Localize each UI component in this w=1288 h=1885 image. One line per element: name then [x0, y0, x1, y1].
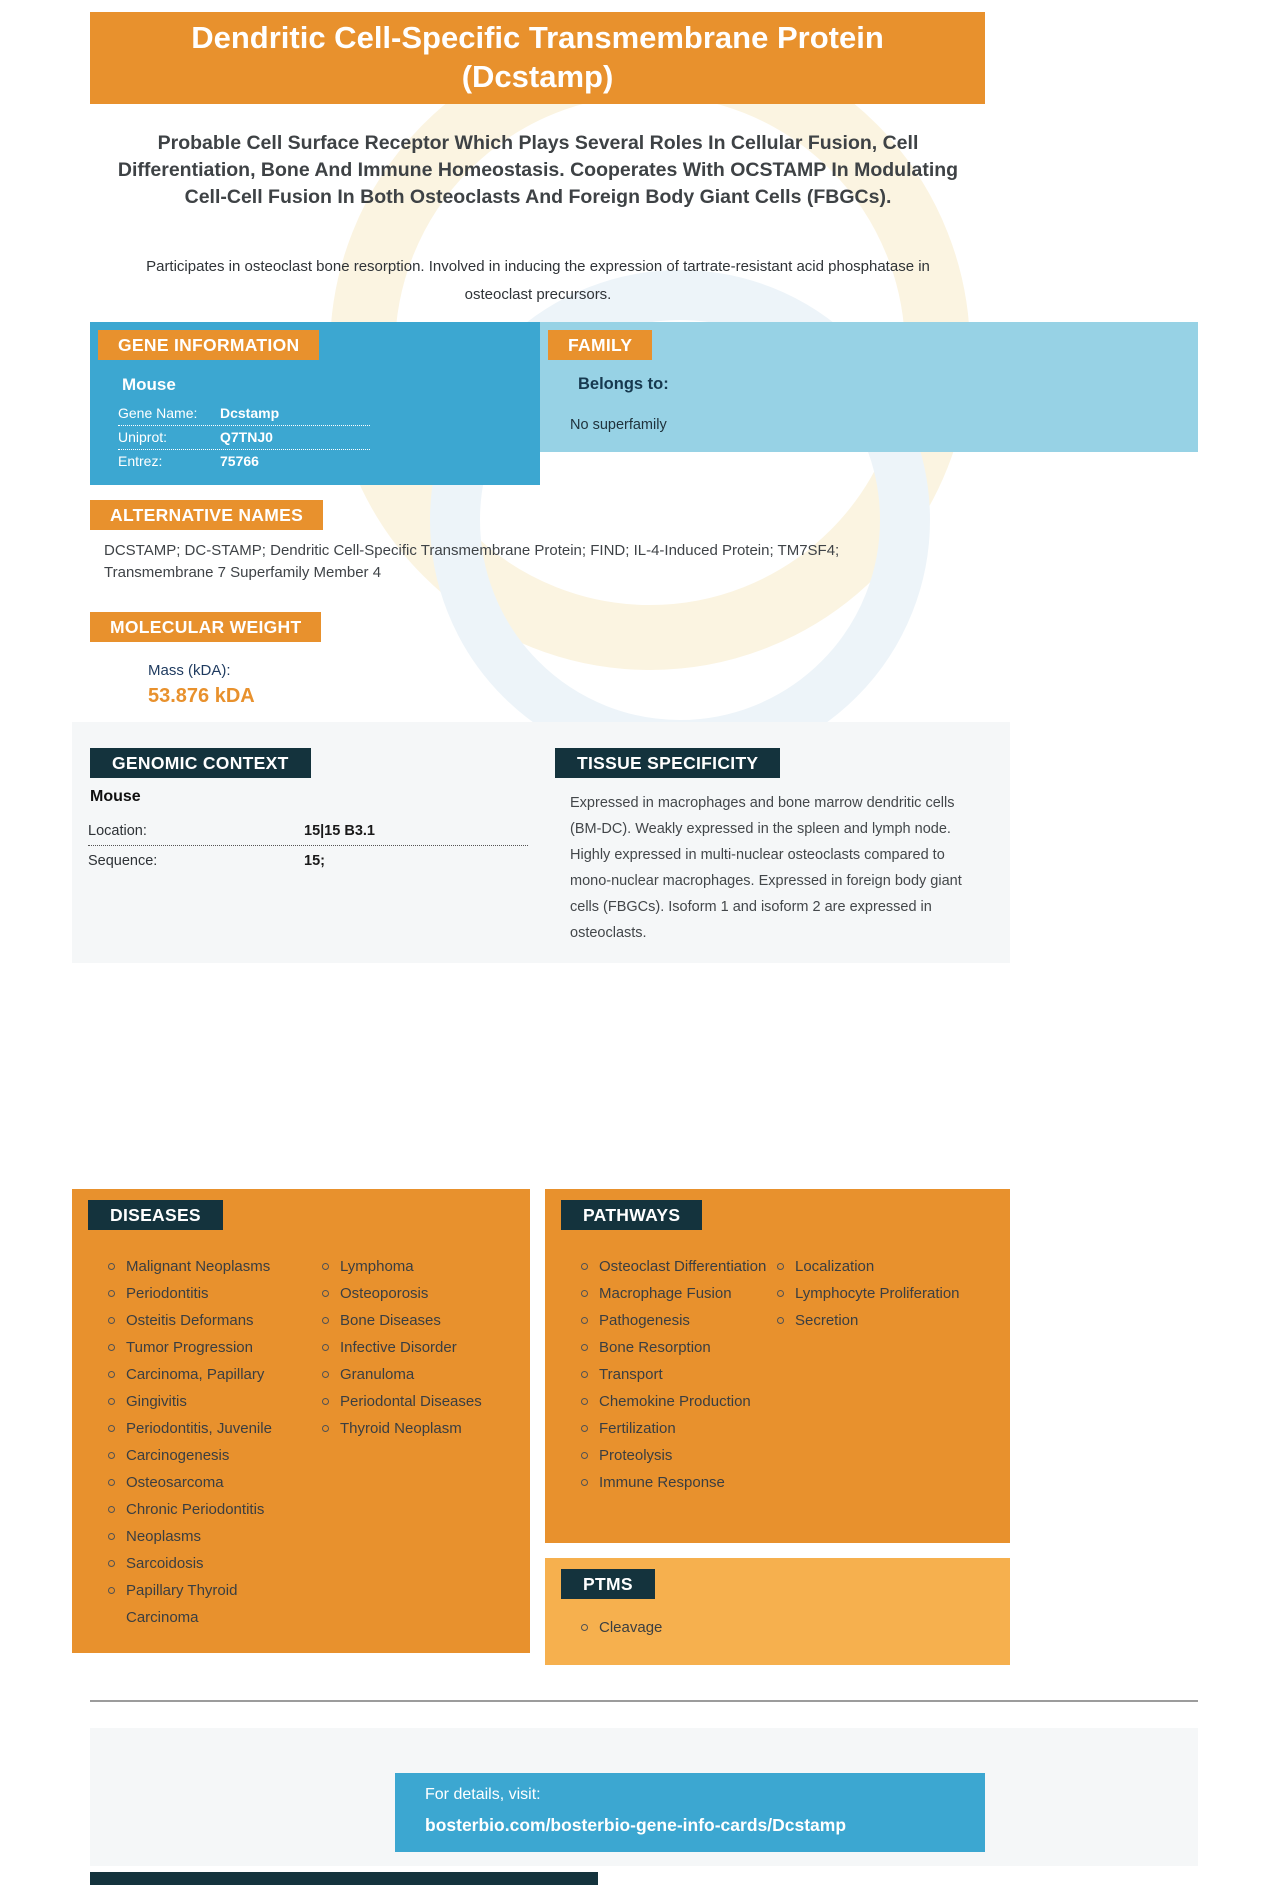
ptms-heading: PTMS	[561, 1569, 655, 1599]
diseases-heading: DISEASES	[88, 1200, 223, 1230]
family-heading: FAMILY	[548, 330, 652, 360]
diseases-column-2	[314, 1253, 514, 1631]
gene-row-value: Dcstamp	[220, 405, 280, 421]
pathways-panel	[545, 1189, 1010, 1543]
disease-item: Granuloma	[314, 1361, 514, 1388]
gene-rows	[118, 402, 370, 473]
tissue-specificity-text: Expressed in macrophages and bone marrow dendritic cells (BM-DC). Weakly expressed in the spleen and lymph node. Highly expressed in multi-nuclear osteoclasts compared to mono-nuclear macrophages. Expressed in foreign body giant cells (FBGCs). Isoform 1 and isoform 2 are expressed in osteoclasts.	[570, 795, 962, 941]
disease-item: Infective Disorder	[314, 1334, 514, 1361]
pathway-item: Osteoclast Differentiation	[573, 1253, 769, 1280]
disease-item: Periodontal Diseases	[314, 1388, 514, 1415]
disease-item: Malignant Neoplasms	[100, 1253, 314, 1280]
disease-item: Lymphoma	[314, 1253, 514, 1280]
pathway-item: Secretion	[769, 1307, 969, 1334]
gene-information-panel	[90, 322, 540, 485]
genomic-row-label: Location:	[88, 823, 147, 839]
genomic-row-label: Sequence:	[88, 853, 158, 869]
gene-row	[118, 450, 370, 473]
genomic-row	[88, 816, 528, 846]
ptms-items	[573, 1614, 662, 1641]
disease-item: Bone Diseases	[314, 1307, 514, 1334]
footer-divider	[90, 1700, 1198, 1702]
disease-item: Papillary Thyroid Carcinoma	[100, 1577, 314, 1631]
visit-label: For details, visit:	[425, 1786, 541, 1803]
gene-row-label: Uniprot:	[118, 429, 168, 445]
disease-item: Osteosarcoma	[100, 1469, 314, 1496]
pathway-item: Immune Response	[573, 1469, 769, 1496]
gene-row	[118, 426, 370, 450]
gene-row-label: Gene Name:	[118, 405, 198, 421]
disease-item: Thyroid Neoplasm	[314, 1415, 514, 1442]
disease-item: Chronic Periodontitis	[100, 1496, 314, 1523]
footer-panel	[90, 1728, 1198, 1866]
family-panel	[540, 322, 1198, 452]
pathway-item: Chemokine Production	[573, 1388, 769, 1415]
pathways-column-2	[769, 1253, 969, 1496]
ptm-item: Cleavage	[573, 1614, 662, 1641]
genomic-row-value: 15;	[304, 853, 325, 869]
diseases-column-1	[100, 1253, 314, 1631]
details-box	[395, 1773, 985, 1852]
details-url[interactable]: bosterbio.com/bosterbio-gene-info-cards/Dcstamp	[425, 1815, 847, 1835]
gene-species: Mouse	[122, 375, 176, 394]
pathway-item: Transport	[573, 1361, 769, 1388]
genomic-species: Mouse	[90, 788, 141, 805]
mass-value: 53.876 kDA	[148, 685, 255, 707]
ptms-panel	[545, 1558, 1010, 1665]
genomic-row	[88, 846, 528, 875]
gene-information-heading: GENE INFORMATION	[98, 330, 319, 360]
pathway-item: Pathogenesis	[573, 1307, 769, 1334]
genomic-tissue-section	[72, 722, 1010, 963]
ptms-list	[573, 1614, 662, 1641]
disease-item: Gingivitis	[100, 1388, 314, 1415]
disease-item: Neoplasms	[100, 1523, 314, 1550]
pathways-heading: PATHWAYS	[561, 1200, 702, 1230]
genomic-rows	[88, 816, 528, 875]
diseases-lists	[100, 1253, 514, 1631]
molecular-weight-heading: MOLECULAR WEIGHT	[90, 612, 321, 642]
page-title: Dendritic Cell-Specific Transmembrane Protein (Dcstamp)	[191, 20, 884, 94]
family-value: No superfamily	[570, 417, 667, 433]
pathway-item: Lymphocyte Proliferation	[769, 1280, 969, 1307]
protein-summary: Probable Cell Surface Receptor Which Plays Several Roles In Cellular Fusion, Cell Differentiation, Bone And Immune Homeostasis. Cooperates With OCSTAMP In Modulating Cell-Cell Fusion In Both Osteoclasts And Foreign Body Giant Cells (FBGCs).	[117, 132, 959, 208]
pathway-item: Bone Resorption	[573, 1334, 769, 1361]
mass-label: Mass (kDA):	[148, 662, 231, 679]
disease-item: Carcinogenesis	[100, 1442, 314, 1469]
bottom-bar	[90, 1872, 598, 1885]
title-banner	[90, 12, 985, 104]
disease-item: Periodontitis	[100, 1280, 314, 1307]
pathways-lists	[573, 1253, 969, 1496]
disease-item: Periodontitis, Juvenile	[100, 1415, 314, 1442]
pathway-item: Fertilization	[573, 1415, 769, 1442]
belongs-to-label: Belongs to:	[578, 375, 669, 393]
gene-row-value: Q7TNJ0	[220, 429, 273, 445]
gene-row-value: 75766	[220, 453, 259, 469]
genomic-context-heading: GENOMIC CONTEXT	[90, 748, 311, 778]
alternative-names-text: DCSTAMP; DC-STAMP; Dendritic Cell-Specific Transmembrane Protein; FIND; IL-4-Induced Protein; TM7SF4; Transmembrane 7 Superfamily Member 4	[104, 542, 840, 581]
disease-item: Carcinoma, Papillary	[100, 1361, 314, 1388]
disease-item: Sarcoidosis	[100, 1550, 314, 1577]
pathways-column-1	[573, 1253, 769, 1496]
disease-item: Osteitis Deformans	[100, 1307, 314, 1334]
pathway-item: Localization	[769, 1253, 969, 1280]
gene-row	[118, 402, 370, 426]
tissue-specificity-heading: TISSUE SPECIFICITY	[555, 748, 780, 778]
alternative-names-heading: ALTERNATIVE NAMES	[90, 500, 323, 530]
pathway-item: Macrophage Fusion	[573, 1280, 769, 1307]
diseases-panel	[72, 1189, 530, 1653]
protein-description: Participates in osteoclast bone resorption. Involved in inducing the expression of tartrate-resistant acid phosphatase in osteoclast precursors.	[146, 258, 930, 303]
gene-row-label: Entrez:	[118, 453, 163, 469]
disease-item: Osteoporosis	[314, 1280, 514, 1307]
disease-item: Tumor Progression	[100, 1334, 314, 1361]
pathway-item: Proteolysis	[573, 1442, 769, 1469]
genomic-row-value: 15|15 B3.1	[304, 823, 375, 839]
